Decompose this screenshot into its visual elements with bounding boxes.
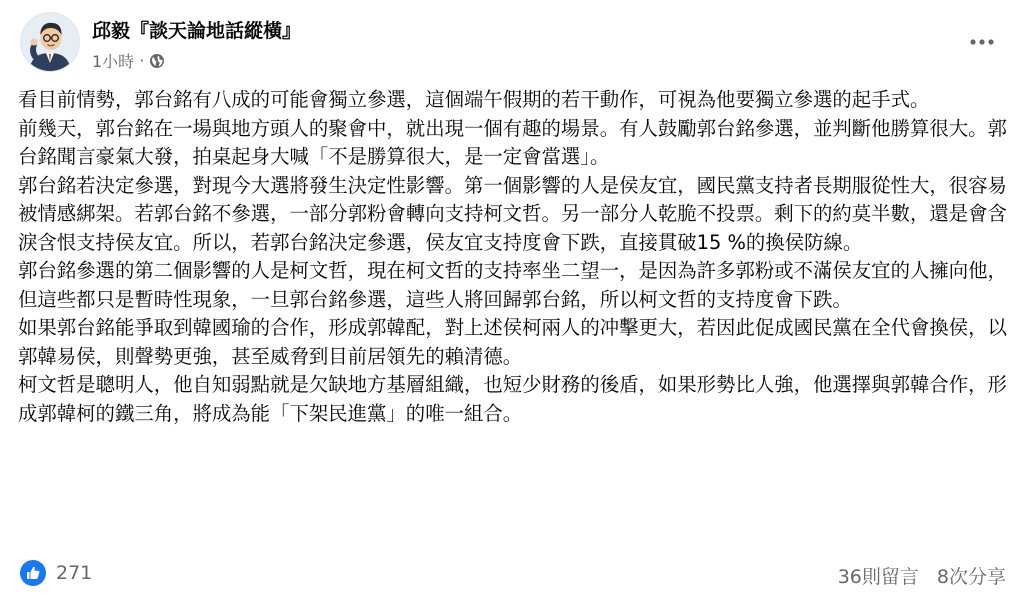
- avatar[interactable]: [20, 12, 80, 72]
- shares-count[interactable]: 8次分享: [936, 566, 1006, 588]
- engagement-stats: [838, 562, 1006, 589]
- post-paragraph: 如果郭台銘能爭取到韓國瑜的合作，形成郭韓配，對上述侯柯兩人的冲擊更大，若因此促成國民黨在全代會換侯，以郭韓易侯，則聲勢更強，甚至威脅到目前居領先的賴清德。: [18, 316, 1007, 368]
- comments-count[interactable]: 36則留言: [837, 566, 919, 588]
- reactions-summary[interactable]: [20, 560, 92, 586]
- post-paragraph: 郭台銘若決定參選，對現今大選將發生決定性影響。第一個影響的人是侯友宜，國民黨支持者長期服從性大，很容易被情感綁架。若郭台銘不參選，一部分郭粉會轉向支持柯文哲。另一部分人乾脆不投票。剩下的約莫半數，還是會含淚含恨支持侯友宜。所以，若郭台銘決定參選，侯友宜支持度會下跌，直接貫破15 %的換侯防線。: [18, 173, 1007, 254]
- post-header: [20, 12, 1004, 76]
- like-icon: [20, 560, 46, 586]
- post-meta: [92, 49, 165, 72]
- post-body: [18, 86, 1008, 428]
- reaction-count[interactable]: 271: [56, 562, 93, 584]
- post-paragraph: 看目前情勢，郭台銘有八成的可能會獨立參選，這個端午假期的若干動作，可視為他要獨立參選的起手式。: [18, 88, 930, 111]
- post-paragraph: 郭台銘參選的第二個影響的人是柯文哲，現在柯文哲的支持率坐二望一，是因為許多郭粉或不滿侯友宜的人擁向他，但這些都只是暫時性現象，一旦郭台銘參選，這些人將回歸郭台銘，所以柯文哲的支持度會下跌。: [18, 259, 1007, 311]
- author-name[interactable]: 邱毅『談天論地話縱橫』: [92, 20, 302, 42]
- post-paragraph: 柯文哲是聰明人，他自知弱點就是欠缺地方基層組織，也短少財務的後盾，如果形勢比人強，他選擇與郭韓合作，形成郭韓柯的鐵三角，將成為能「下架民進黨」的唯一組合。: [18, 373, 1007, 425]
- post-footer: [20, 560, 1006, 590]
- meta-separator: ·: [139, 51, 145, 70]
- globe-icon[interactable]: [149, 53, 165, 69]
- post-time[interactable]: 1小時: [92, 52, 135, 71]
- avatar-illustration-icon: [21, 13, 79, 71]
- post-paragraph: 前幾天，郭台銘在一場與地方頭人的聚會中，就出現一個有趣的場景。有人鼓勵郭台銘參選，並判斷他勝算很大。郭台銘聞言豪氣大發，拍桌起身大喊「不是勝算很大，是一定會當選」。: [18, 116, 1007, 168]
- more-options-icon[interactable]: [968, 32, 996, 52]
